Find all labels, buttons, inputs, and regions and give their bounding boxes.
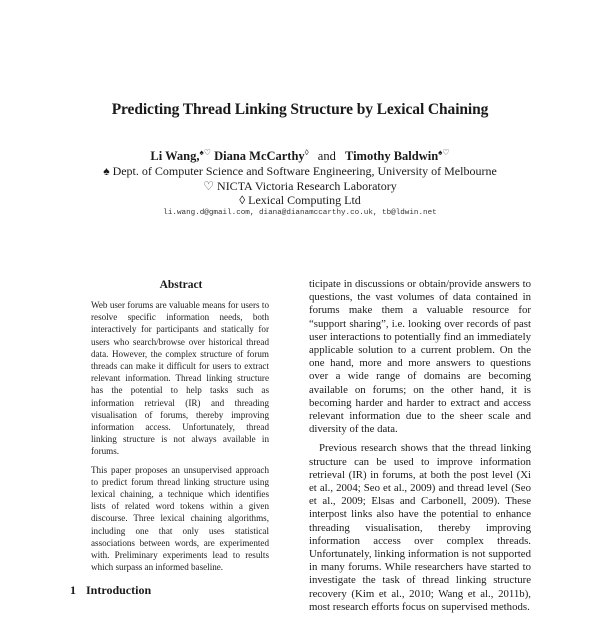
right-column-text — [309, 278, 531, 620]
author-marks: ♠♡ — [199, 148, 211, 157]
author-marks: ◊ — [304, 148, 309, 157]
abstract-heading: Abstract — [159, 279, 203, 291]
author-name: Timothy Baldwin — [344, 149, 439, 164]
author-list — [0, 148, 600, 164]
affiliation: ◊ Lexical Computing Ltd — [239, 193, 361, 207]
authors-and: and — [317, 149, 336, 164]
affiliation: ♡ NICTA Victoria Research Laboratory — [203, 179, 397, 193]
body-paragraph: ticipate in discussions or obtain/provide answers to questions, the vast volumes of data contained in forums make them a valuable resource for “support sharing”, i.e. looking over records of past user interactions to potentially find an immediately applicable solution to a current problem. On the one hand, more and more answers to questions over a wide range of domains are becoming available on forums; on the other hand, it is becoming harder and harder to extract and access relevant information due to the sheer scale and diversity of the data. — [309, 278, 531, 436]
section-title: Introduction — [86, 583, 152, 597]
section-number: 1 — [70, 583, 76, 597]
author-name: Li Wang, — [150, 149, 200, 164]
body-paragraph: Previous research shows that the thread linking structure can be used to improve information retrieval (IR) in forums, at both the post level (Xi et al., 2004; Seo et al., 2009) and thread level (Seo et al., 2009; Elsas and Carbonell, 2009). These interpost links also have the potential to enhance threading visualisation, thereby improving information access over complex threads. Unfortunately, linking information is not supported in many forums. While researchers have started to investigate the task of thread linking structure recovery (Kim et al., 2010; Wang et al., 2011b), most research efforts focus on supervised methods. — [309, 442, 531, 613]
section-heading — [70, 583, 151, 598]
abstract-body — [91, 299, 269, 579]
author-marks: ♠♡ — [438, 148, 450, 157]
abstract-paragraph: This paper proposes an unsupervised approach to predict forum thread linking structure using lexical chaining, a technique which identifies lists of related word tokens within a given discourse. Three lexical chaining algorithms, including one that only uses statistical associations between words, are experimented with. Preliminary experiments lead to results which surpass an informed baseline. — [91, 464, 269, 573]
author-name: Diana McCarthy — [214, 149, 305, 164]
email-line: li.wang.d@gmail.com, diana@dianamccarthy.co.uk, tb@ldwin.net — [163, 209, 437, 217]
paper-title: Predicting Thread Linking Structure by Lexical Chaining — [111, 101, 489, 118]
abstract-paragraph: Web user forums are valuable means for users to resolve specific information needs, both interactively for participants and statically for users who search/browse over historical thread data. However, the complex structure of forum threads can make it difficult for users to extract relevant information. Thread linking structure has the potential to help tasks such as information retrieval (IR) and threading visualisation of forums, thereby improving information access. Unfortunately, thread linking structure is not always available in forums. — [91, 300, 269, 457]
affiliation: ♠ Dept. of Computer Science and Software Engineering, University of Melbourne — [103, 164, 497, 178]
